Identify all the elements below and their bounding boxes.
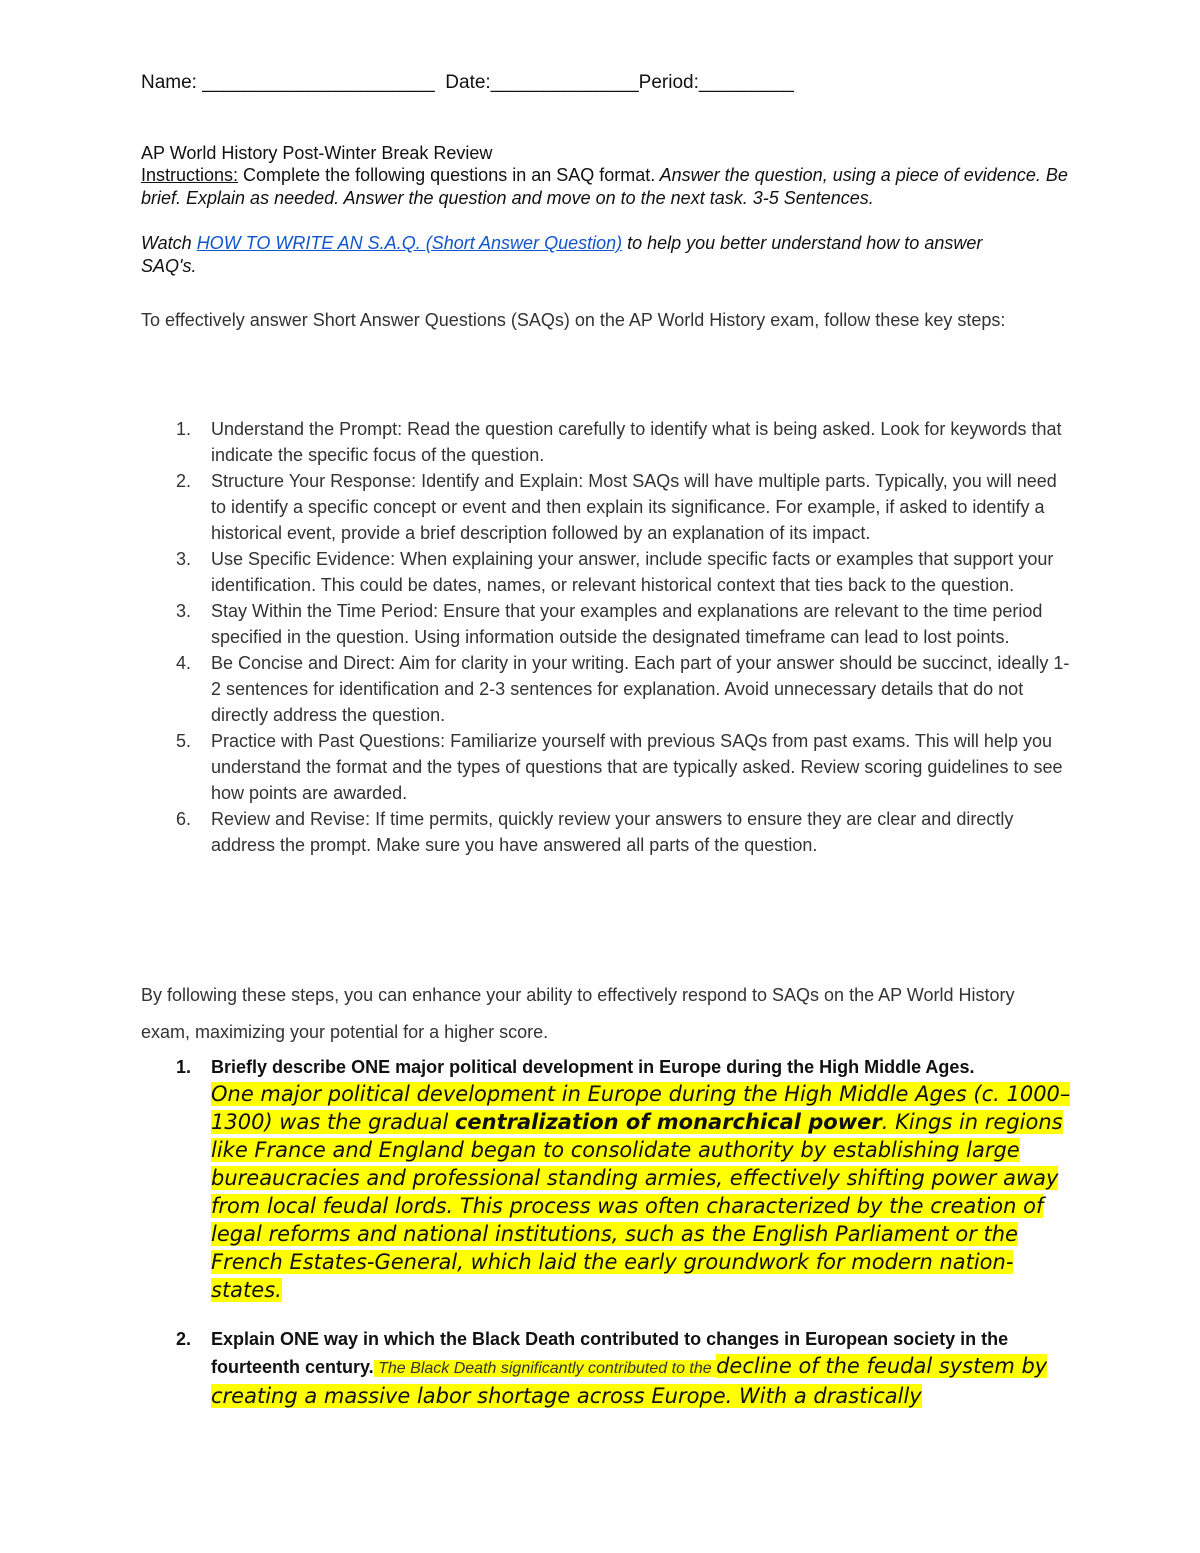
instructions-text: Complete the following questions in an SAQ format. (238, 165, 656, 185)
step-number: 1. (176, 419, 192, 439)
answer-part-a: One major political development in Europe during the High Middle Ages (c. 1000–1300) was the gradual (211, 1082, 1071, 1134)
answer-text[interactable] (211, 1082, 1070, 1302)
step-text: Use Specific Evidence: When explaining your answer, include specific facts or examples that support your identification. This could be dates, names, or relevant historical context that ties back to the question. (211, 549, 1054, 595)
instructions (141, 164, 1071, 210)
list-item (141, 468, 1071, 546)
list-item (141, 598, 1071, 650)
step-text: Be Concise and Direct: Aim for clarity in your writing. Each part of your answer should be succinct, ideally 1-2 sentences for identification and 2-3 sentences for explanation. Avoid unnecessary details that do not directly address the question. (211, 653, 1070, 725)
answer-bold: centralization of monarchical power (454, 1110, 882, 1134)
answer-part-b: . Kings in regions like France and England began to consolidate authority by establishing large bureaucracies and professional standing armies, effectively shifting power away from local feudal lords. This process was often characterized by the creation of legal reforms and national institutions, such as the English Parliament or the French Estates-General, which laid the early groundwork for modern nation-states. (211, 1110, 1063, 1302)
date-label: Date: (445, 72, 491, 93)
step-number: 4. (176, 653, 192, 673)
question-2-row (141, 1326, 1071, 1410)
question-number: 1. (176, 1057, 192, 1077)
question-number: 2. (176, 1329, 192, 1349)
question-1-row (141, 1054, 1071, 1304)
list-item (141, 728, 1071, 806)
header-fields (141, 72, 794, 94)
name-label: Name: (141, 72, 197, 93)
question-text: Explain ONE way in which the Black Death contributed to changes in European society in the fourteenth century. (211, 1329, 1009, 1377)
answer-small[interactable]: The Black Death significantly contributed to the (373, 1360, 717, 1377)
video-link[interactable]: HOW TO WRITE AN S.A.Q. (Short Answer Question) (196, 233, 623, 253)
list-item (141, 416, 1071, 468)
step-text: Practice with Past Questions: Familiarize yourself with previous SAQs from past exams. This will help you understand the format and the types of questions that are typically asked. Review scoring guidelines to see how points are awarded. (211, 731, 1063, 803)
step-text: Structure Your Response: Identify and Explain: Most SAQs will have multiple parts. Typically, you will need to identify a specific concept or event and then explain its significance. For example, if asked to identify a historical event, provide a brief description followed by an explanation of its impact. (211, 471, 1057, 543)
intro-paragraph: To effectively answer Short Answer Questions (SAQs) on the AP World History exam, follow these key steps: (141, 310, 1006, 330)
name-field[interactable]: ______________________ (202, 72, 435, 93)
watch-note (141, 232, 1041, 278)
outro-paragraph: By following these steps, you can enhance your ability to effectively respond to SAQs on the AP World History exam, maximizing your potential for a higher score. (141, 985, 1015, 1042)
list-item (141, 546, 1071, 598)
period-field[interactable]: _________ (698, 72, 794, 93)
question-2 (141, 1326, 1071, 1410)
date-field[interactable]: ______________ (490, 72, 639, 93)
step-text: Stay Within the Time Period: Ensure that your examples and explanations are relevant to the time period specified in the question. Using information outside the designated timeframe can lead to lost points. (211, 601, 1043, 647)
step-number: 3. (176, 549, 192, 569)
page-title: AP World History Post-Winter Break Review (141, 143, 493, 163)
watch-suffix: to help you better understand how to answer SAQ's. (141, 233, 983, 276)
list-item (141, 650, 1071, 728)
instructions-label: Instructions: (141, 165, 239, 185)
step-number: 3. (176, 601, 192, 621)
question-1 (141, 1054, 1071, 1304)
watch-prefix: Watch (141, 233, 197, 253)
instructions-italic: Answer the question, using a piece of evidence. Be brief. Explain as needed. Answer the question and move on to the next task. 3-5 Sentences. (141, 165, 1068, 208)
answer-large[interactable]: decline of the feudal system by creating a massive labor shortage across Europe. With a drastically (211, 1354, 1048, 1408)
step-number: 6. (176, 809, 192, 829)
step-text: Review and Revise: If time permits, quickly review your answers to ensure they are clear and directly address the prompt. Make sure you have answered all parts of the question. (211, 809, 1014, 855)
step-number: 5. (176, 731, 192, 751)
step-text: Understand the Prompt: Read the question carefully to identify what is being asked. Look for keywords that indicate the specific focus of the question. (211, 419, 1062, 465)
list-item (141, 806, 1071, 858)
step-number: 2. (176, 471, 192, 491)
question-text: Briefly describe ONE major political development in Europe during the High Middle Ages. (211, 1057, 975, 1077)
period-label: Period: (638, 72, 699, 93)
steps-list (141, 416, 1071, 858)
